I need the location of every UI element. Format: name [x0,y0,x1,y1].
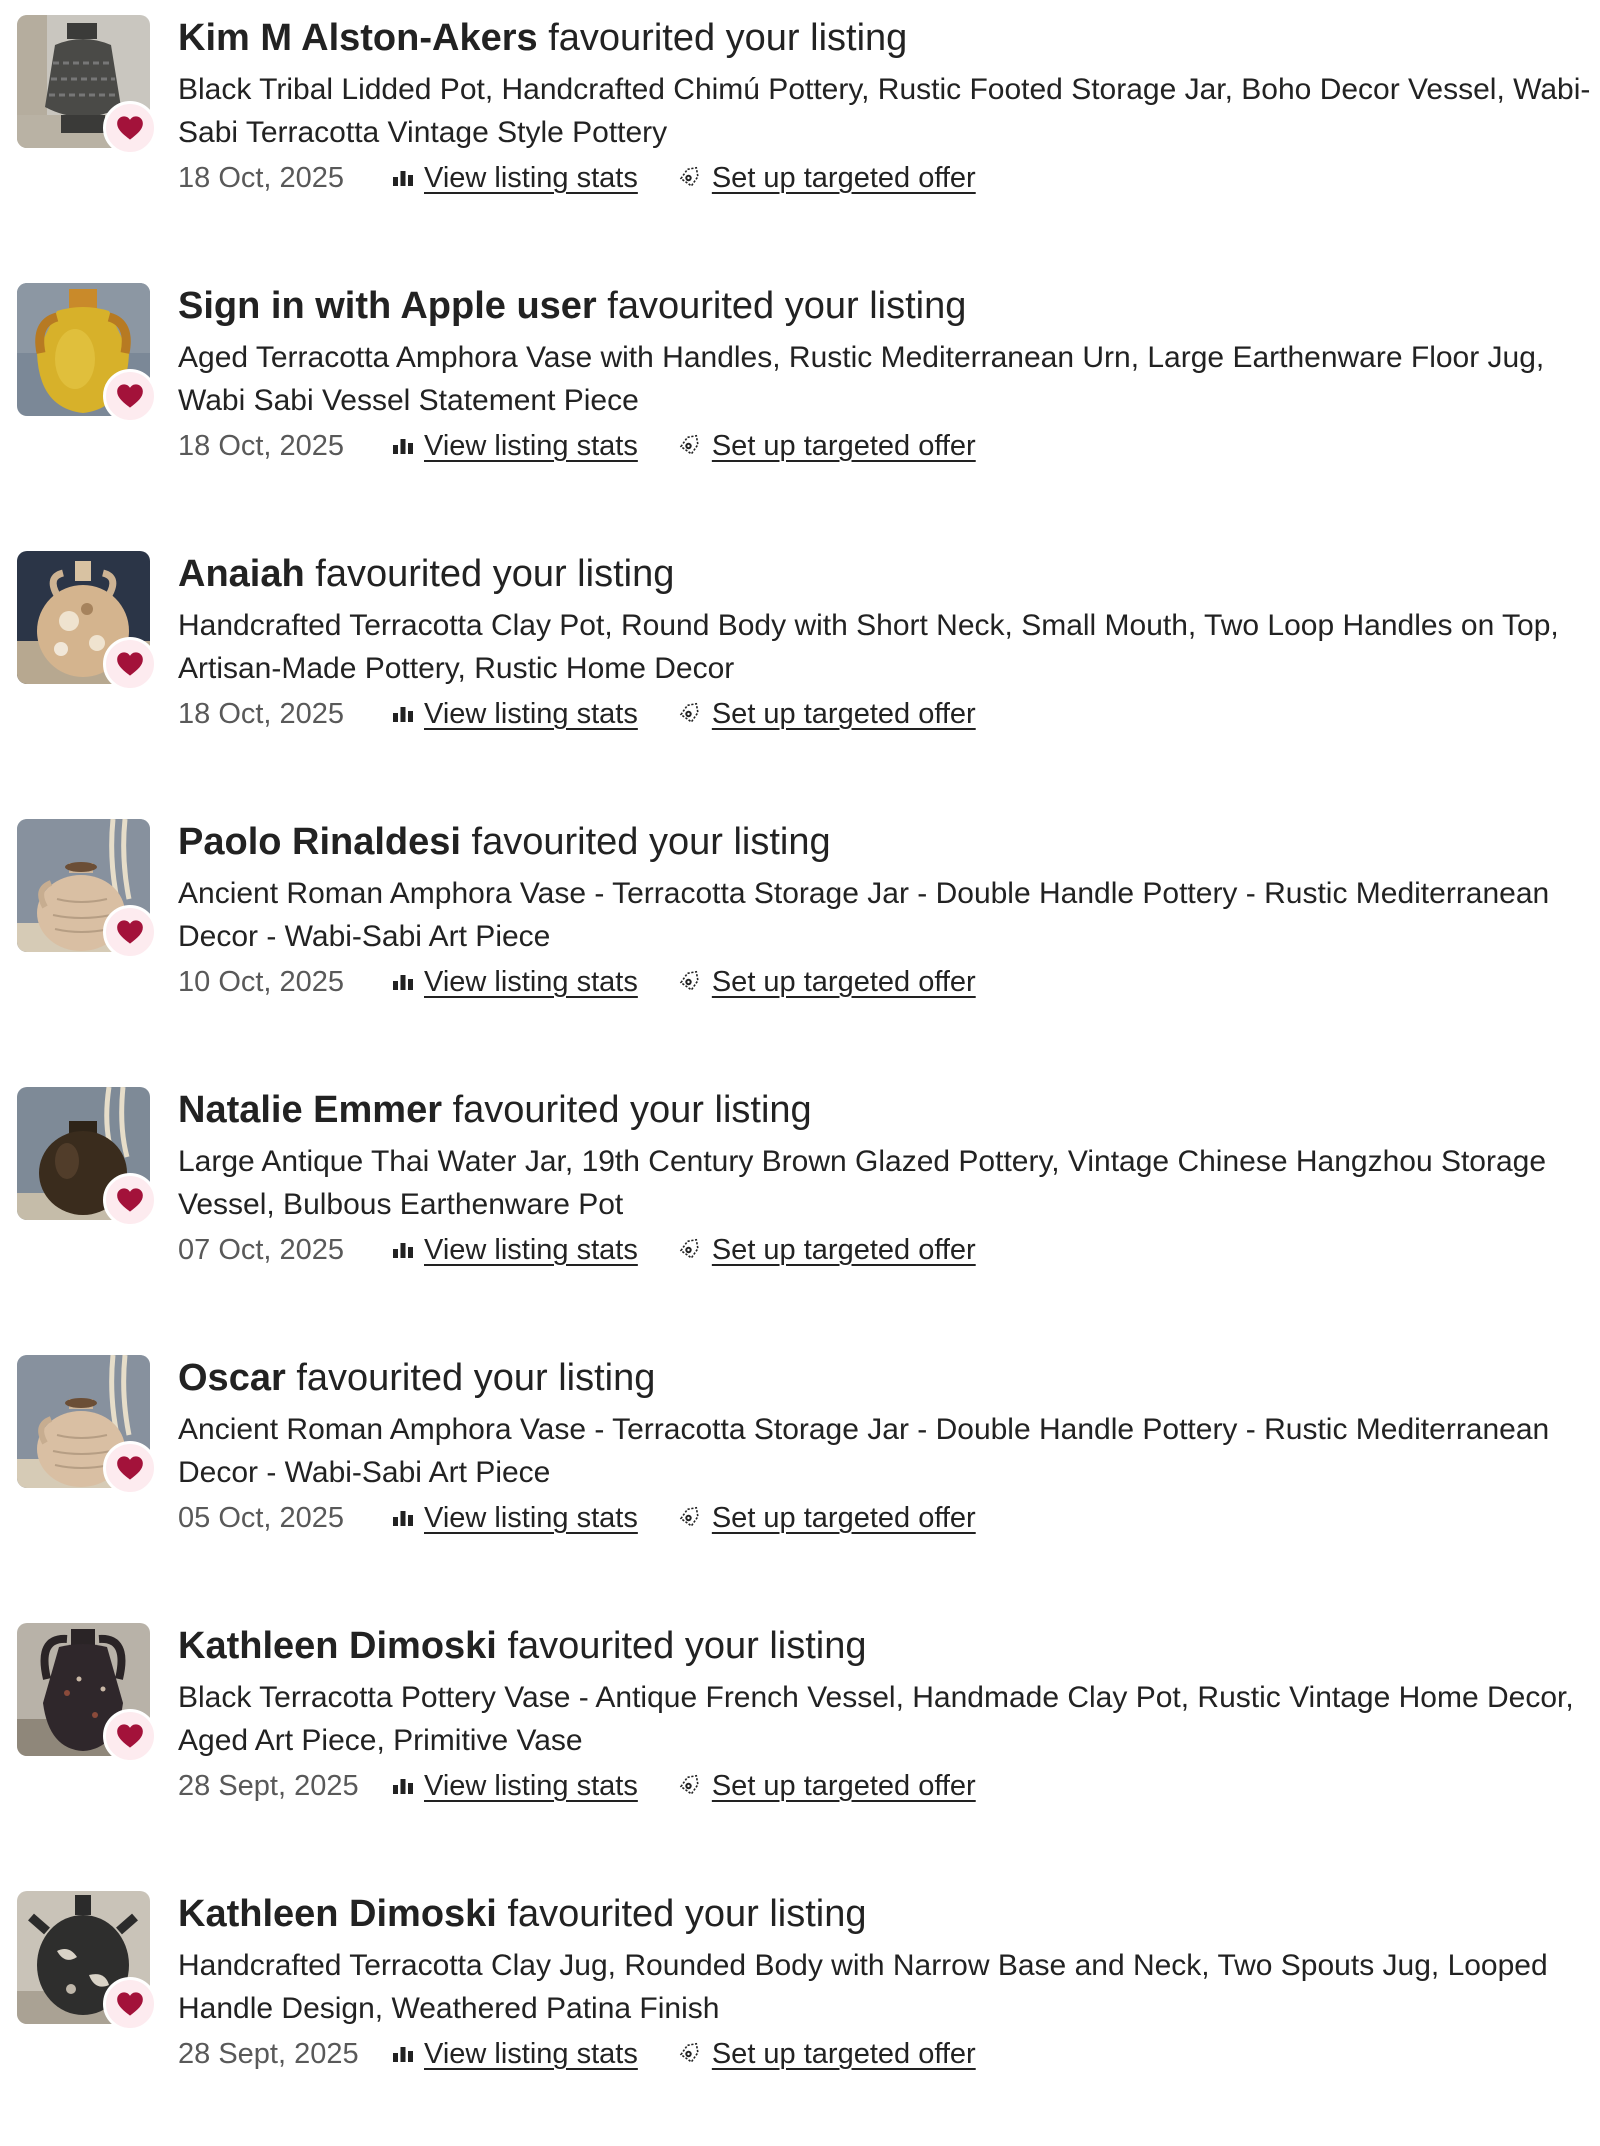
notification-item [0,1072,1600,1342]
view-listing-stats-label[interactable]: View listing stats [424,1501,638,1534]
price-tag-icon [678,1238,702,1262]
view-listing-stats-label[interactable]: View listing stats [424,1769,638,1802]
heart-badge [103,101,157,155]
heart-badge [103,1709,157,1763]
user-name[interactable]: Natalie Emmer [178,1089,443,1131]
listing-thumbnail[interactable] [17,15,150,148]
set-up-targeted-offer-label[interactable]: Set up targeted offer [711,161,976,194]
notification-content [178,280,1598,468]
view-listing-stats-label[interactable]: View listing stats [424,429,638,462]
heart-icon [116,1991,144,2017]
listing-title[interactable]: Handcrafted Terracotta Clay Pot, Round Body with Short Neck, Small Mouth, Two Loop Handles on Top, Artisan-Made Pottery, Rustic Home Decor [178,609,1559,685]
view-listing-stats-link[interactable] [392,430,638,463]
user-name[interactable]: Kim M Alston-Akers [178,17,538,59]
notification-content [178,12,1598,200]
action-text: favourited your listing [507,1893,867,1935]
notification-content [178,1620,1598,1808]
listing-thumbnail[interactable] [17,1355,150,1488]
listing-thumbnail[interactable] [17,1623,150,1756]
heart-badge [103,905,157,959]
listing-title[interactable]: Handcrafted Terracotta Clay Jug, Rounded Body with Narrow Base and Neck, Two Spouts Jug, Looped Handle Design, Weathered Patina Finish [178,1949,1548,2025]
notification-date: 28 Sept, 2025 [178,1769,359,1802]
set-up-targeted-offer-label[interactable]: Set up targeted offer [711,1769,976,1802]
view-listing-stats-link[interactable] [392,1502,638,1535]
notification-item [0,536,1600,806]
heart-icon [116,383,144,409]
heart-icon [116,651,144,677]
view-listing-stats-link[interactable] [392,966,638,999]
notification-headline [178,816,1598,868]
action-text: favourited your listing [471,821,831,863]
price-tag-icon [678,166,702,190]
listing-thumbnail[interactable] [17,1087,150,1220]
price-tag-icon [678,702,702,726]
bar-chart-icon [392,972,414,992]
listing-thumbnail[interactable] [17,283,150,416]
heart-badge [103,1173,157,1227]
notification-meta [178,1228,1598,1272]
action-text: favourited your listing [548,17,908,59]
price-tag-icon [678,434,702,458]
notification-date: 18 Oct, 2025 [178,161,345,194]
notification-content [178,1084,1598,1272]
notification-headline [178,1888,1598,1940]
listing-thumbnail[interactable] [17,551,150,684]
notification-content [178,1352,1598,1540]
listing-title[interactable]: Ancient Roman Amphora Vase - Terracotta Storage Jar - Double Handle Pottery - Rustic Mediterranean Decor - Wabi-Sabi Art Piece [178,877,1550,953]
view-listing-stats-link[interactable] [392,1770,638,1803]
notification-meta [178,1764,1598,1808]
notification-date: 05 Oct, 2025 [178,1501,345,1534]
bar-chart-icon [392,1240,414,1260]
heart-icon [116,919,144,945]
set-up-targeted-offer-link[interactable] [678,2038,976,2071]
action-text: favourited your listing [452,1089,812,1131]
notification-item [0,0,1600,270]
price-tag-icon [678,2042,702,2066]
notification-item [0,268,1600,538]
set-up-targeted-offer-link[interactable] [678,430,976,463]
set-up-targeted-offer-link[interactable] [678,162,976,195]
price-tag-icon [678,1774,702,1798]
user-name[interactable]: Sign in with Apple user [178,285,597,327]
view-listing-stats-link[interactable] [392,2038,638,2071]
notification-content [178,816,1598,1004]
heart-icon [116,115,144,141]
heart-badge [103,1977,157,2031]
action-text: favourited your listing [315,553,675,595]
heart-badge [103,637,157,691]
view-listing-stats-label[interactable]: View listing stats [424,161,638,194]
view-listing-stats-link[interactable] [392,162,638,195]
set-up-targeted-offer-link[interactable] [678,1770,976,1803]
heart-icon [116,1455,144,1481]
notification-date: 28 Sept, 2025 [178,2037,359,2070]
set-up-targeted-offer-link[interactable] [678,1502,976,1535]
view-listing-stats-label[interactable]: View listing stats [424,2037,638,2070]
notification-headline [178,1084,1598,1136]
notification-headline [178,1620,1598,1672]
set-up-targeted-offer-link[interactable] [678,1234,976,1267]
view-listing-stats-link[interactable] [392,1234,638,1267]
heart-badge [103,1441,157,1495]
notification-item [0,1340,1600,1610]
notification-meta [178,1496,1598,1540]
user-name[interactable]: Paolo Rinaldesi [178,821,461,863]
user-name[interactable]: Kathleen Dimoski [178,1893,497,1935]
view-listing-stats-label[interactable]: View listing stats [424,965,638,998]
listing-title[interactable]: Black Tribal Lidded Pot, Handcrafted Chimú Pottery, Rustic Footed Storage Jar, Boho Decor Vessel, Wabi-Sabi Terracotta Vintage Style Pottery [178,73,1591,149]
listing-title[interactable]: Aged Terracotta Amphora Vase with Handles, Rustic Mediterranean Urn, Large Earthenware Floor Jug, Wabi Sabi Vessel Statement Piece [178,341,1545,417]
notification-headline [178,280,1598,332]
set-up-targeted-offer-link[interactable] [678,698,976,731]
notification-item [0,1608,1600,1878]
action-text: favourited your listing [507,1625,867,1667]
listing-thumbnail[interactable] [17,819,150,952]
bar-chart-icon [392,168,414,188]
notification-item [0,1876,1600,2146]
listing-title[interactable]: Ancient Roman Amphora Vase - Terracotta Storage Jar - Double Handle Pottery - Rustic Mediterranean Decor - Wabi-Sabi Art Piece [178,1413,1550,1489]
notification-meta [178,960,1598,1004]
set-up-targeted-offer-label[interactable]: Set up targeted offer [711,1233,976,1266]
notification-date: 18 Oct, 2025 [178,429,345,462]
user-name[interactable]: Anaiah [178,553,305,595]
notification-meta [178,2032,1598,2076]
notification-meta [178,424,1598,468]
notification-headline [178,548,1598,600]
notification-date: 18 Oct, 2025 [178,697,345,730]
action-text: favourited your listing [607,285,967,327]
notification-headline [178,12,1598,64]
heart-badge [103,369,157,423]
notification-date: 07 Oct, 2025 [178,1233,345,1266]
notification-date: 10 Oct, 2025 [178,965,345,998]
set-up-targeted-offer-label[interactable]: Set up targeted offer [711,2037,976,2070]
bar-chart-icon [392,704,414,724]
listing-title[interactable]: Black Terracotta Pottery Vase - Antique French Vessel, Handmade Clay Pot, Rustic Vintage Home Decor, Aged Art Piece, Primitive Vase [178,1681,1574,1757]
notification-meta [178,692,1598,736]
bar-chart-icon [392,436,414,456]
listing-thumbnail[interactable] [17,1891,150,2024]
notification-item [0,804,1600,1074]
set-up-targeted-offer-label[interactable]: Set up targeted offer [711,965,976,998]
notification-content [178,548,1598,736]
notification-meta [178,156,1598,200]
user-name[interactable]: Kathleen Dimoski [178,1625,497,1667]
user-name[interactable]: Oscar [178,1357,286,1399]
bar-chart-icon [392,2044,414,2064]
view-listing-stats-label[interactable]: View listing stats [424,697,638,730]
set-up-targeted-offer-link[interactable] [678,966,976,999]
set-up-targeted-offer-label[interactable]: Set up targeted offer [711,429,976,462]
notification-content [178,1888,1598,2076]
heart-icon [116,1723,144,1749]
price-tag-icon [678,1506,702,1530]
view-listing-stats-label[interactable]: View listing stats [424,1233,638,1266]
price-tag-icon [678,970,702,994]
heart-icon [116,1187,144,1213]
bar-chart-icon [392,1776,414,1796]
notification-headline [178,1352,1598,1404]
set-up-targeted-offer-label[interactable]: Set up targeted offer [711,1501,976,1534]
listing-title[interactable]: Large Antique Thai Water Jar, 19th Century Brown Glazed Pottery, Vintage Chinese Hangzhou Storage Vessel, Bulbous Earthenware Pot [178,1145,1547,1221]
bar-chart-icon [392,1508,414,1528]
view-listing-stats-link[interactable] [392,698,638,731]
action-text: favourited your listing [296,1357,656,1399]
set-up-targeted-offer-label[interactable]: Set up targeted offer [711,697,976,730]
